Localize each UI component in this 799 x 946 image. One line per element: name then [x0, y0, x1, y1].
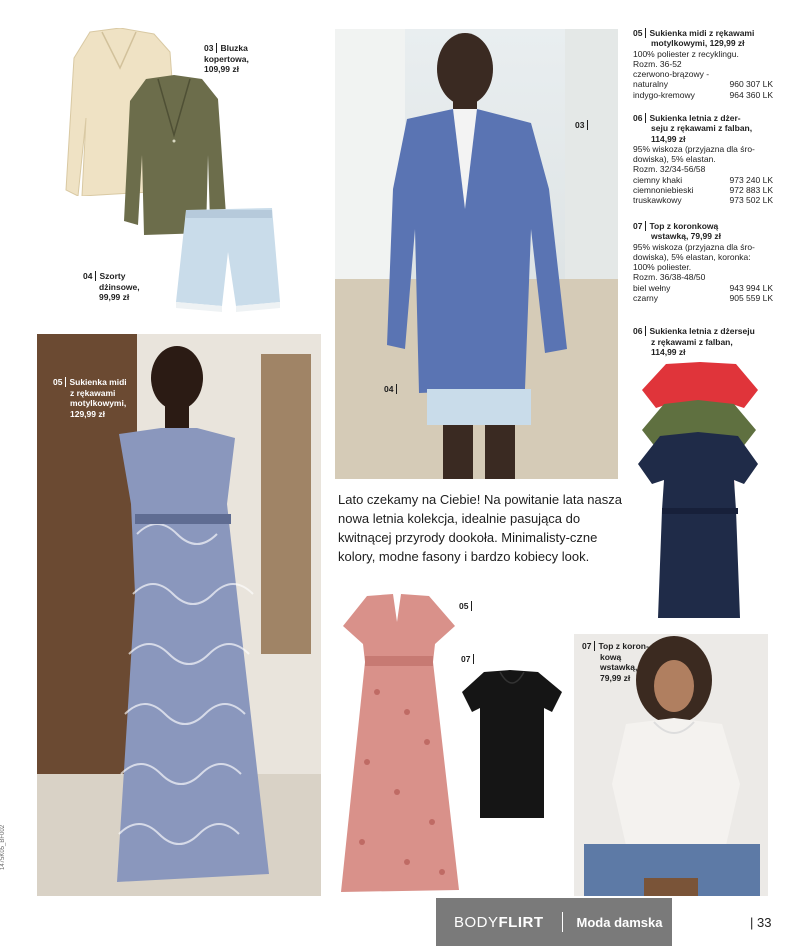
model-blue-shirt-photo: [335, 29, 618, 479]
blouse-label: 03 Bluzka kopertowa, 109,99 zł: [204, 43, 249, 74]
footer-bar: [436, 898, 672, 946]
spec-lace-top: 07 Top z koronkową wstawką, 79,99 zł 95% wiskoza (przyjazna dla śro- dowiska), 5% elastan, koronka: 100% poliester. Rozm. 36/38-48/50 biel wełny 943 994 LK czarny 905 559 LK: [633, 221, 773, 304]
spec-dress-midi: 05 Sukienka midi z rękawami motylkowymi, 129,99 zł 100% poliester z recyklingu. Rozm. 36-52 czerwono-brązowy - naturalny 960 307 LK indygo-kremowy 964 360 LK: [633, 28, 773, 100]
jersey-dresses-photo: [636, 360, 766, 622]
brand-logo: BODYFLIRT: [454, 913, 544, 931]
black-top-photo: [460, 668, 564, 820]
dress-model-label: 05 Sukienka midi z rękawami motylkowymi, 129,99 zł: [53, 377, 127, 419]
intro-text: Lato czekamy na Ciebie! Na powitanie lata nasza nowa letnia kolekcja, idealnie pasująca do kwitnącej przyrody dookoła. Minimalisty-czne kolory, modne fasony i bardzo kobiecy look.: [338, 492, 622, 564]
dress-flat-label: 05: [459, 601, 475, 612]
blouse-model-label: 03: [575, 120, 591, 131]
page-number: | 33: [750, 915, 772, 930]
shorts-label: 04 Szorty dżinsowe, 99,99 zł: [83, 271, 140, 302]
section-title: Moda damska: [576, 914, 663, 930]
jersey-dress-label: 06 Sukienka letnia z dżerseju z rękawami z falban, 114,99 zł: [633, 326, 755, 357]
footer-divider: [562, 912, 563, 932]
catalog-code: 1475K05_BF002: [0, 824, 6, 870]
lace-top-model-label: 07 Top z koron- kową wstawką, 79,99 zł: [582, 641, 649, 683]
top-flat-label: 07: [461, 654, 477, 665]
red-print-dress-photo: [337, 592, 461, 894]
spec-jersey-dress: 06 Sukienka letnia z dżer- seju z rękawami z falban, 114,99 zł 95% wiskoza (przyjazna dla śro- dowiska), 5% elastan. Rozm. 32/34-56/58 ciemny khaki 973 240 LK ciemnoniebieski 972 883 LK truskawkowy 973 502 LK: [633, 113, 773, 206]
denim-shorts-photo: [172, 206, 282, 316]
shorts-model-label: 04: [384, 384, 400, 395]
